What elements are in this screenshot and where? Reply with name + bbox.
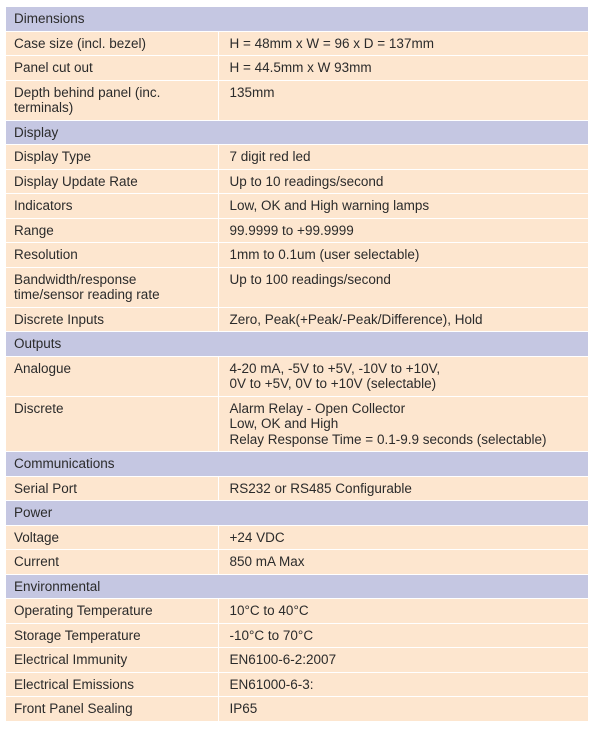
row-value [218,550,588,575]
row-value-line: +24 VDC [229,529,285,545]
row-label: Depth behind panel (inc. terminals) [6,80,218,120]
row-value [218,31,588,56]
row-value-line: Low, OK and High [229,416,339,431]
row-label: Current [6,550,218,575]
row-value [218,672,588,697]
table-row [6,550,588,575]
row-label: Bandwidth/response time/sensor reading rate [6,267,218,307]
row-label: Electrical Emissions [6,672,218,697]
row-label: Panel cut out [6,56,218,81]
section-header-display [6,120,588,145]
row-value-line: 1mm to 0.1um (user selectable) [229,247,420,262]
table-row [6,169,588,194]
row-label: Storage Temperature [6,623,218,648]
row-label: Operating Temperature [6,599,218,624]
table-row [6,243,588,268]
row-value [218,307,588,332]
row-value-line: Up to 100 readings/second [229,271,391,287]
row-value-line: Relay Response Time = 0.1-9.9 seconds (selectable) [229,431,547,447]
row-value-line: Low, OK and High warning lamps [229,198,430,213]
table-row [6,525,588,550]
table-row [6,356,588,396]
row-label: Range [6,218,218,243]
table-row [6,218,588,243]
section-title: Display [6,120,588,145]
row-value [218,697,588,721]
row-value [218,623,588,648]
section-title: Power [6,501,588,526]
row-label: Case size (incl. bezel) [6,31,218,56]
specifications-table [6,6,588,721]
row-label: Voltage [6,525,218,550]
row-label: Discrete [6,396,218,452]
row-value-line: 135mm [229,84,275,100]
section-header-dimensions [6,7,588,32]
row-value-line: EN6100-6-2:2007 [229,652,337,667]
table-row [6,267,588,307]
row-value-line: IP65 [229,701,258,716]
row-value [218,525,588,550]
table-row [6,80,588,120]
row-value [218,267,588,307]
table-row [6,648,588,673]
table-row [6,56,588,81]
row-label: Resolution [6,243,218,268]
row-value [218,80,588,120]
row-label: Electrical Immunity [6,648,218,673]
table-row [6,672,588,697]
row-value [218,169,588,194]
table-row [6,396,588,452]
row-value-line: 850 mA Max [229,554,305,569]
row-label: Front Panel Sealing [6,697,218,721]
row-value-line: -10°C to 70°C [229,627,314,643]
row-label: Serial Port [6,476,218,501]
row-value [218,243,588,268]
table-row [6,194,588,219]
table-row [6,145,588,170]
row-value-line: 99.9999 to +99.9999 [229,222,354,238]
row-value-line: Up to 10 readings/second [229,173,384,189]
row-label: Discrete Inputs [6,307,218,332]
section-header-power [6,501,588,526]
section-header-communications [6,452,588,477]
row-label: Display Update Rate [6,169,218,194]
specifications-body [6,7,588,721]
row-value [218,218,588,243]
row-value-line: Zero, Peak(+Peak/-Peak/Difference), Hold [229,311,483,327]
row-value [218,194,588,219]
row-value-line: 7 digit red led [229,149,311,164]
section-header-environmental [6,574,588,599]
row-label: Display Type [6,145,218,170]
row-value [218,56,588,81]
table-row [6,623,588,648]
section-title: Environmental [6,574,588,599]
row-value-line: H = 44.5mm x W 93mm [229,60,372,75]
section-title: Outputs [6,332,588,357]
table-row [6,599,588,624]
row-value [218,648,588,673]
row-value-line: EN61000-6-3: [229,676,314,692]
row-value-line: 0V to +5V, 0V to +10V (selectable) [229,376,437,391]
row-label: Indicators [6,194,218,219]
row-value [218,599,588,624]
table-row [6,31,588,56]
section-title: Communications [6,452,588,477]
section-header-outputs [6,332,588,357]
row-value [218,396,588,452]
table-row [6,476,588,501]
table-row [6,307,588,332]
row-value-line: Alarm Relay - Open Collector [229,400,406,416]
section-title: Dimensions [6,7,588,32]
row-value [218,356,588,396]
table-row [6,697,588,721]
row-value [218,145,588,170]
row-value-line: RS232 or RS485 Configurable [229,480,412,496]
row-value-line: 4-20 mA, -5V to +5V, -10V to +10V, [229,360,441,376]
row-value-line: H = 48mm x W = 96 x D = 137mm [229,35,434,51]
row-value-line: 10°C to 40°C [229,603,309,618]
row-value [218,476,588,501]
row-label: Analogue [6,356,218,396]
